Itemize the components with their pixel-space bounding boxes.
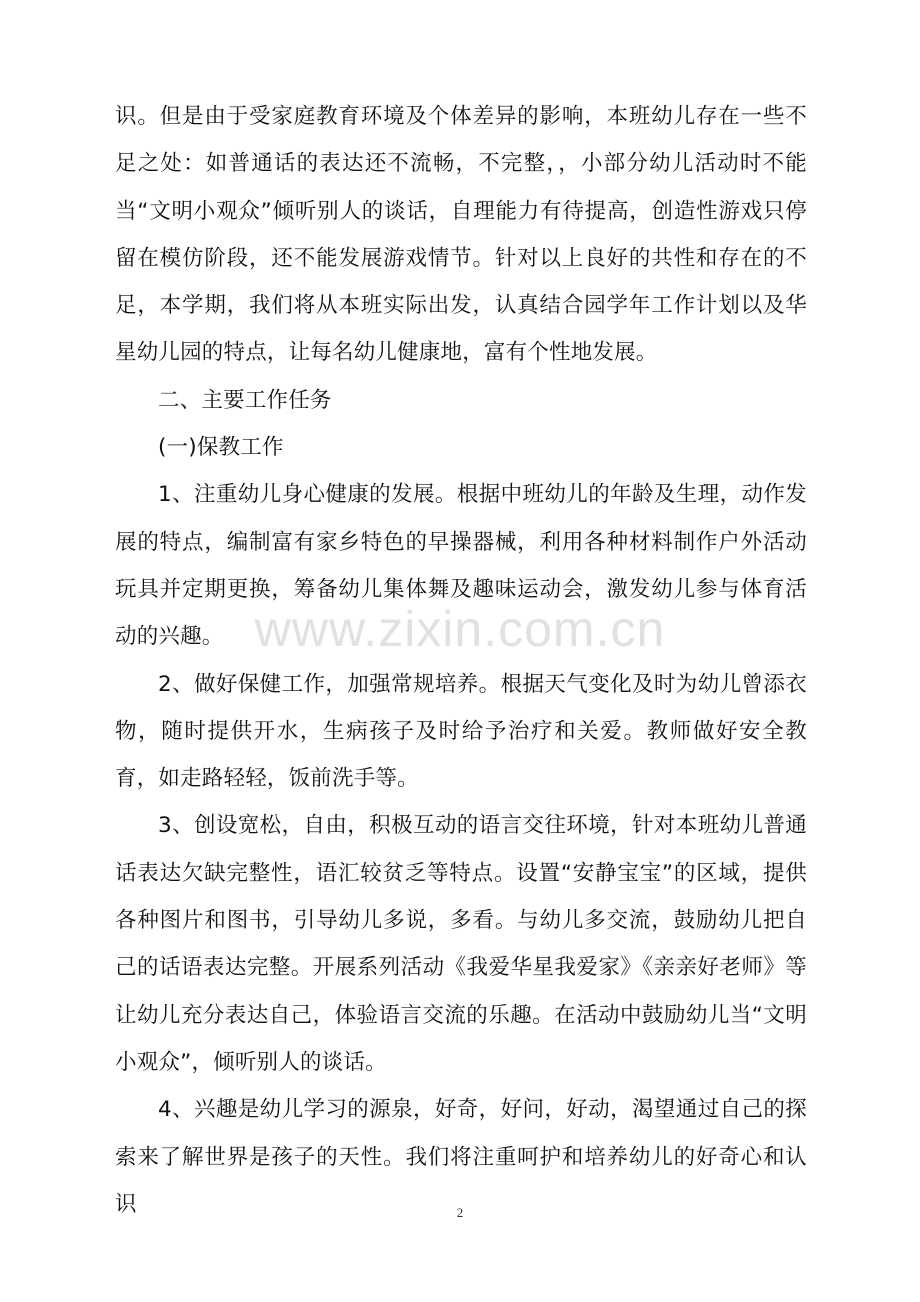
list-item-3: 3、创设宽松，自由，积极互动的语言交往环境，针对本班幼儿普通话表达欠缺完整性，语汇较贫乏等特点。设置“安静宝宝”的区域，提供各种图片和图书，引导幼儿多说，多看。与幼儿多交流，鼓励幼儿把自己的话语表达完整。开展系列活动《我爱华星我爱家》《亲亲好老师》等让幼儿充分表达自己，体验语言交流的乐趣。在活动中鼓励幼儿当“文明小观众”，倾听别人的谈话。	[115, 813, 807, 1075]
list-item-2: 2、做好保健工作，加强常规培养。根据天气变化及时为幼儿曾添衣物，随时提供开水，生病孩子及时给予治疗和关爱。教师做好安全教育，如走路轻轻，饭前洗手等。	[115, 671, 807, 792]
body-paragraph-continuation: 识。但是由于受家庭教育环境及个体差异的影响，本班幼儿存在一些不足之处：如普通话的表达还不流畅，不完整，，小部分幼儿活动时不能当“文明小观众”倾听别人的谈话，自理能力有待提高，创造性游戏只停留在模仿阶段，还不能发展游戏情节。针对以上良好的共性和存在的不足，本学期，我们将从本班实际出发，认真结合园学年工作计划以及华星幼儿园的特点，让每名幼儿健康地，富有个性地发展。	[115, 104, 807, 366]
list-item-4: 4、兴趣是幼儿学习的源泉，好奇，好问，好动，渴望通过自己的探索来了解世界是孩子的天性。我们将注重呵护和培养幼儿的好奇心和认识	[115, 1097, 807, 1217]
section-heading: 二、主要工作任务	[158, 387, 332, 413]
watermark: www.zixin.com.cn	[254, 601, 666, 657]
subsection-heading: (一)保教工作	[158, 435, 284, 461]
document-body	[115, 93, 807, 1228]
list-item-1: 1、注重幼儿身心健康的发展。根据中班幼儿的年龄及生理，动作发展的特点，编制富有家乡特色的早操器械，利用各种材料制作户外活动玩具并定期更换，筹备幼儿集体舞及趣味运动会，激发幼儿参与体育活动的兴趣。	[115, 482, 807, 650]
page-number: 2	[456, 1205, 464, 1220]
